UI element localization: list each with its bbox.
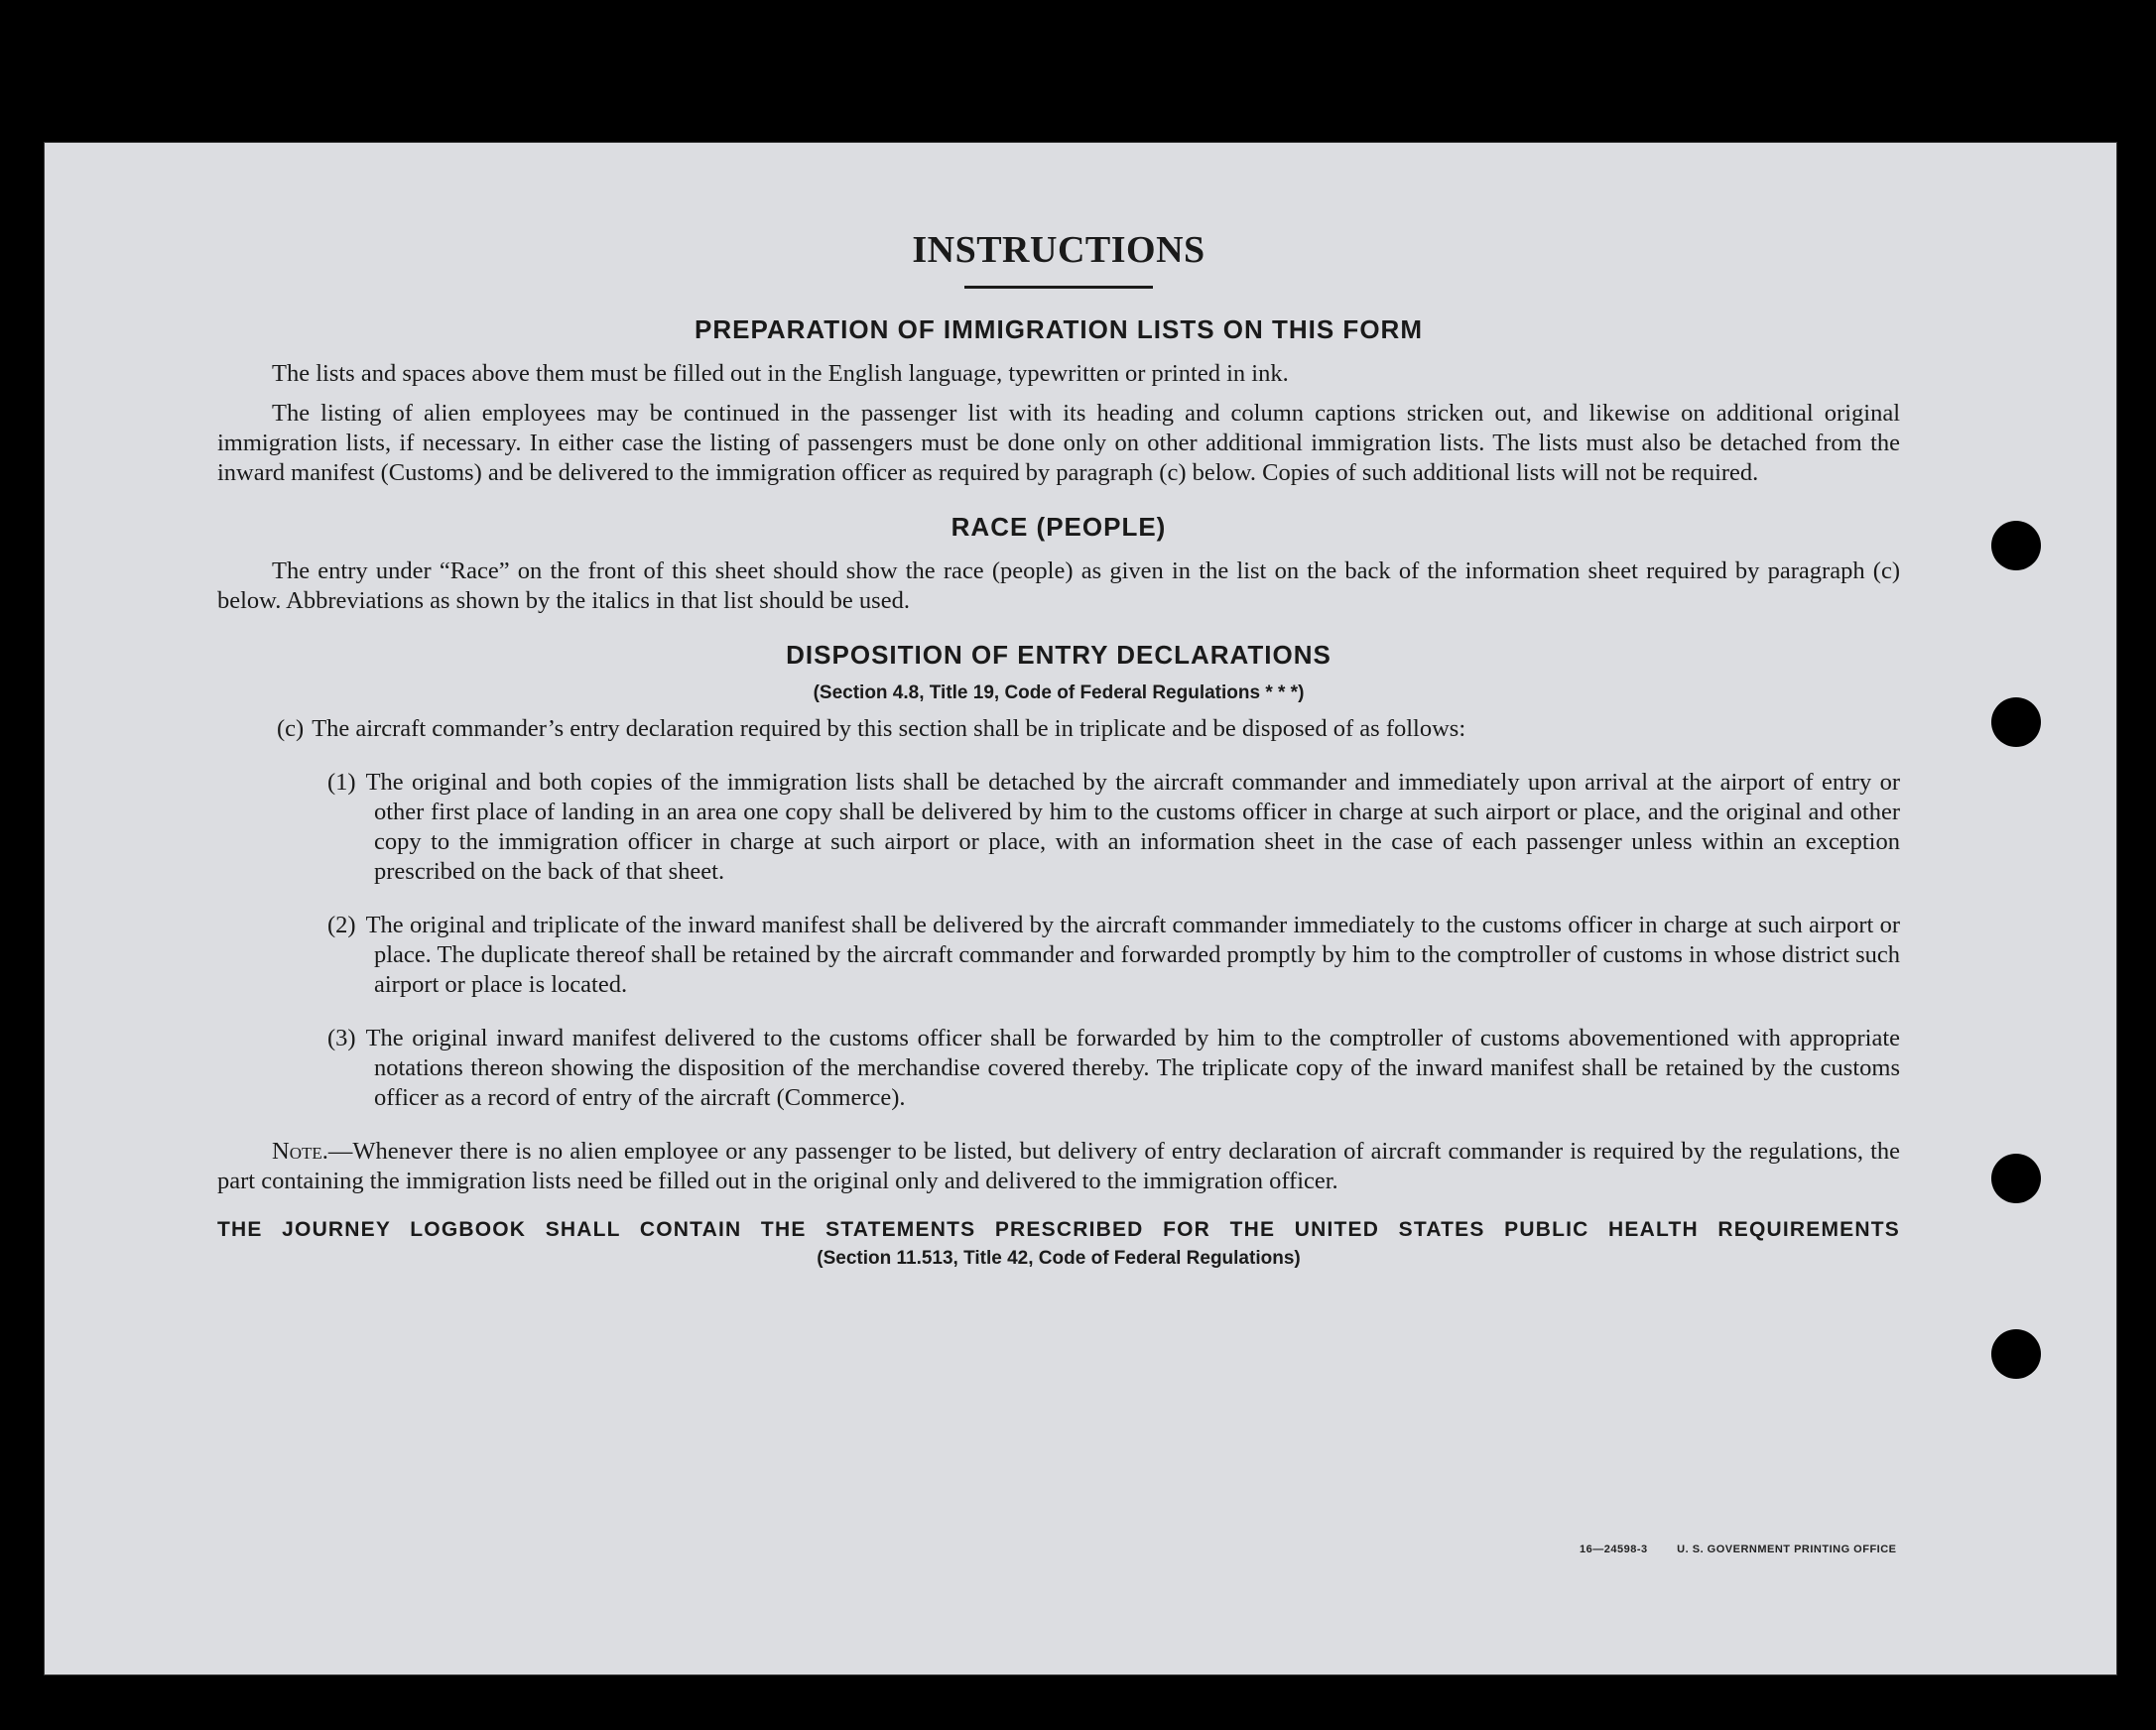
clause-label: (c) bbox=[277, 715, 305, 742]
printer-name: U. S. GOVERNMENT PRINTING OFFICE bbox=[1677, 1544, 1897, 1555]
list-item-text: The original and both copies of the immigration lists shall be detached by the aircraft commander and immediately upon arrival at the airport of entry or other first place of landing in an area one copy shall be delivered by him to the customs officer in charge at such airport or place, and the original and other copy to the immigration officer in charge at such airport or place, with an information sheet in the case of each passenger unless within an exception prescribed on the back of that sheet. bbox=[365, 769, 1900, 885]
form-number: 16—24598-3 bbox=[1580, 1544, 1648, 1555]
list-item-text: The original inward manifest delivered to the customs officer shall be forwarded by him to the comptroller of customs abovementioned with appropriate notations thereon showing the disposition of the merchandise covered thereby. The triplicate copy of the inward manifest shall be retained by the customs officer as a record of entry of the aircraft (Commerce). bbox=[365, 1025, 1900, 1111]
logbook-requirement-citation: (Section 11.513, Title 42, Code of Federal Regulations) bbox=[817, 1248, 1301, 1269]
preparation-paragraph-1: The lists and spaces above them must be filled out in the English language, typewritten or printed in ink. bbox=[272, 360, 1289, 387]
list-item bbox=[327, 1024, 1900, 1113]
clause-text: The aircraft commander’s entry declaration required by this section shall be in triplicate and be disposed of as follows: bbox=[312, 715, 1466, 742]
disposition-citation: (Section 4.8, Title 19, Code of Federal Regulations * * *) bbox=[813, 682, 1305, 703]
printer-imprint bbox=[1580, 1544, 1923, 1555]
note-text: —Whenever there is no alien employee or any passenger to be listed, but delivery of entry declaration of aircraft commander is required by the regulations, the part containing the immigration lists need be filled out in the original only and delivered to the immigration officer. bbox=[217, 1138, 1900, 1194]
race-paragraph: The entry under “Race” on the front of this sheet should show the race (people) as given in the list on the back of the information sheet required by paragraph (c) below. Abbreviations as shown by the italics in that list should be used. bbox=[217, 557, 1900, 614]
list-item-number: (1) bbox=[327, 769, 356, 796]
punch-hole-4 bbox=[1991, 1329, 2041, 1379]
note-paragraph bbox=[217, 1137, 1900, 1196]
note-lead: Note. bbox=[272, 1138, 328, 1165]
page-title: INSTRUCTIONS bbox=[912, 229, 1205, 271]
preparation-paragraph-2: The listing of alien employees may be continued in the passenger list with its heading and column captions stricken out, and likewise on additional original immigration lists, if necessary. In either case the listing of passengers must be done only on other additional immigration lists. The lists must also be detached from the inward manifest (Customs) and be delivered to the immigration officer as required by paragraph (c) below. Copies of such additional lists will not be required. bbox=[217, 400, 1900, 486]
list-item-text: The original and triplicate of the inward manifest shall be delivered by the aircraft commander immediately to the customs officer in charge at such airport or place. The duplicate thereof shall be retained by the aircraft commander and forwarded promptly by him to the comptroller of customs in whose district such airport or place is located. bbox=[365, 912, 1900, 998]
logbook-requirement-heading: THE JOURNEY LOGBOOK SHALL CONTAIN THE STATEMENTS PRESCRIBED FOR THE UNITED STATES PUBLIC HEALTH REQUIREMENTS bbox=[217, 1218, 1900, 1241]
section-heading-race: RACE (PEOPLE) bbox=[951, 512, 1167, 542]
title-underline bbox=[964, 286, 1153, 289]
punch-hole-1 bbox=[1991, 521, 2041, 570]
clause-c bbox=[277, 714, 1900, 744]
instructions-body bbox=[217, 228, 1900, 1270]
section-heading-disposition: DISPOSITION OF ENTRY DECLARATIONS bbox=[786, 640, 1332, 670]
list-item-number: (2) bbox=[327, 912, 356, 938]
punch-hole-2 bbox=[1991, 697, 2041, 747]
punch-hole-3 bbox=[1991, 1154, 2041, 1203]
list-item-number: (3) bbox=[327, 1025, 356, 1051]
list-item bbox=[327, 768, 1900, 887]
section-heading-preparation: PREPARATION OF IMMIGRATION LISTS ON THIS FORM bbox=[695, 314, 1423, 344]
list-item bbox=[327, 911, 1900, 1000]
